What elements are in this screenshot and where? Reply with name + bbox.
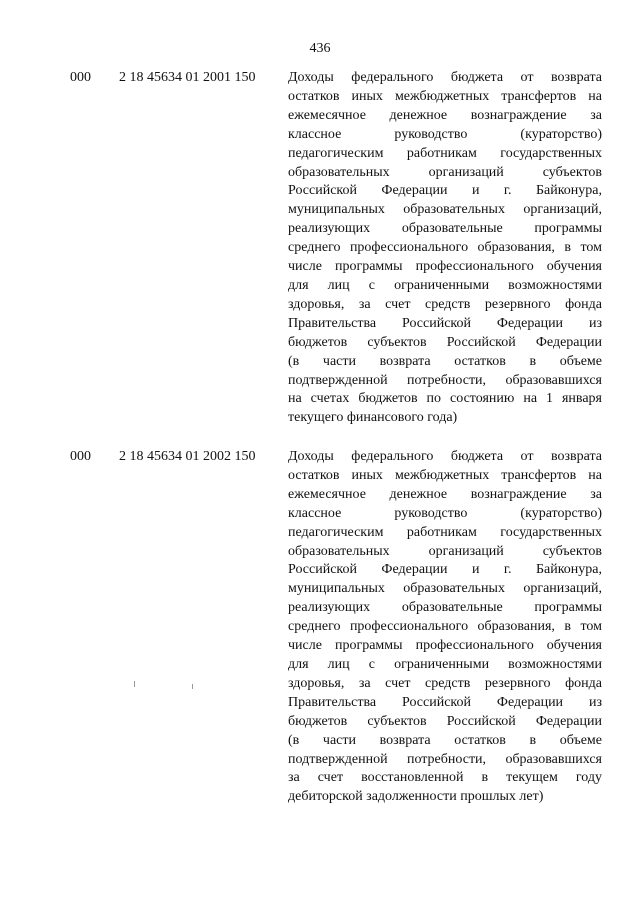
admin-code: 000 — [70, 70, 91, 85]
admin-code: 000 — [70, 449, 91, 464]
description-line: на счетах бюджетов по состоянию на 1 января — [288, 391, 602, 407]
description-line: за счет восстановленной в текущем году — [288, 770, 602, 786]
description-line: (в части возврата остатков в объеме — [288, 732, 602, 748]
description-line: здоровья, за счет средств резервного фонда — [288, 296, 602, 312]
description-line: подтвержденной потребности, образовавшихся — [288, 372, 602, 388]
description-line: ежемесячное денежное вознаграждение за — [288, 107, 602, 123]
description-line: педагогическим работникам государственных — [288, 145, 602, 161]
description-line: для лиц с ограниченными возможностями — [288, 656, 602, 672]
description-line: педагогическим работникам государственных — [288, 524, 602, 540]
description-line: остатков иных межбюджетных трансфертов на — [288, 467, 602, 483]
description-line: числе программы профессионального обучения — [288, 638, 602, 654]
description-line: Доходы федерального бюджета от возврата — [288, 70, 602, 85]
description-line: муниципальных образовательных организаций, — [288, 202, 602, 218]
description-line: (в части возврата остатков в объеме — [288, 353, 602, 369]
description-line: дебиторской задолженности прошлых лет) — [288, 789, 544, 805]
description-line: среднего профессионального образования, в том — [288, 240, 602, 256]
description-line: остатков иных межбюджетных трансфертов на — [288, 88, 602, 104]
scan-speck — [192, 684, 193, 689]
page-number: 436 — [309, 41, 331, 56]
description-line: подтвержденной потребности, образовавшихся — [288, 751, 602, 767]
description-line: ежемесячное денежное вознаграждение за — [288, 486, 602, 502]
income-description — [288, 69, 602, 428]
description-line: Правительства Российской Федерации из — [288, 694, 602, 710]
description-line: реализующих образовательные программы — [288, 600, 602, 616]
description-line: здоровья, за счет средств резервного фонда — [288, 675, 602, 691]
description-line: реализующих образовательные программы — [288, 221, 602, 237]
description-line: бюджетов субъектов Российской Федерации — [288, 334, 602, 350]
budget-classification-code: 2 18 45634 01 2002 150 — [119, 449, 256, 464]
description-line: образовательных организаций субъектов — [288, 164, 602, 180]
description-line: бюджетов субъектов Российской Федерации — [288, 713, 602, 729]
scan-speck — [134, 681, 135, 687]
description-line: Правительства Российской Федерации из — [288, 315, 602, 331]
description-line: классное руководство (кураторство) — [288, 505, 602, 521]
description-line: муниципальных образовательных организаций, — [288, 581, 602, 597]
description-line: для лиц с ограниченными возможностями — [288, 277, 602, 293]
description-line: классное руководство (кураторство) — [288, 126, 602, 142]
income-description — [288, 448, 602, 807]
description-line: Российской Федерации и г. Байконура, — [288, 562, 602, 578]
description-line: образовательных организаций субъектов — [288, 543, 602, 559]
description-line: Доходы федерального бюджета от возврата — [288, 449, 602, 464]
description-line: Российской Федерации и г. Байконура, — [288, 183, 602, 199]
description-line: текущего финансового года) — [288, 410, 458, 426]
budget-classification-code: 2 18 45634 01 2001 150 — [119, 70, 256, 85]
description-line: числе программы профессионального обучения — [288, 259, 602, 275]
description-line: среднего профессионального образования, в том — [288, 619, 602, 635]
